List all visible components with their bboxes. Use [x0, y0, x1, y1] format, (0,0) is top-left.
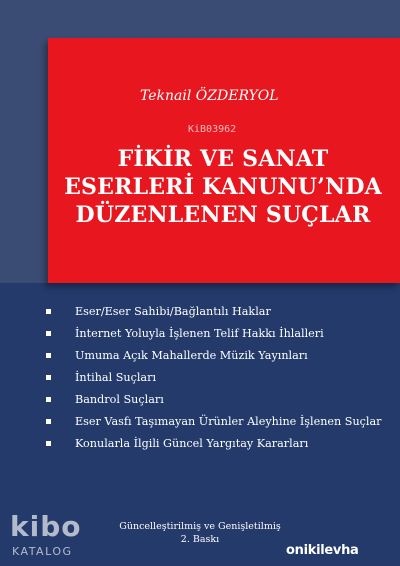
list-item	[46, 388, 386, 410]
topic-label: Bandrol Suçları	[75, 392, 164, 406]
kibo-logo: kibo	[10, 510, 82, 543]
topic-label: Eser/Eser Sahibi/Bağlantılı Haklar	[75, 304, 271, 318]
bullet-icon	[46, 419, 51, 424]
publisher-logo: onikilevha	[286, 543, 359, 558]
list-item	[46, 432, 386, 454]
topic-label: İnternet Yoluyla İşlenen Telif Hakkı İhlalleri	[75, 326, 324, 340]
kibo-logo-subtitle: KATALOG	[12, 545, 73, 558]
edition-number: 2. Baskı	[180, 534, 220, 545]
list-item	[46, 344, 386, 366]
bullet-icon	[46, 397, 51, 402]
bullet-icon	[46, 309, 51, 314]
list-item	[46, 300, 386, 322]
topic-list	[46, 300, 386, 454]
bullet-icon	[46, 375, 51, 380]
author-name: Teknail ÖZDERYOL	[140, 88, 279, 104]
topic-label: Eser Vasfı Taşımayan Ürünler Aleyhine İşlenen Suçlar	[75, 414, 382, 428]
watermark-id: KiB03962	[188, 124, 237, 135]
bullet-icon	[46, 441, 51, 446]
list-item	[46, 322, 386, 344]
edition-note: Güncelleştirilmiş ve Genişletilmiş	[119, 521, 281, 532]
bullet-icon	[46, 331, 51, 336]
book-title	[64, 145, 382, 229]
topic-label: Umuma Açık Mahallerde Müzik Yayınları	[75, 348, 308, 362]
edition-info	[100, 520, 300, 546]
topic-label: İntihal Suçları	[75, 370, 157, 384]
topic-label: Konularla İlgili Güncel Yargıtay Kararları	[75, 436, 309, 450]
title-line: FİKİR VE SANAT	[117, 146, 329, 172]
bullet-icon	[46, 353, 51, 358]
list-item	[46, 366, 386, 388]
list-item	[46, 410, 386, 432]
title-line: DÜZENLENEN SUÇLAR	[75, 202, 371, 228]
title-line: ESERLERİ KANUNU’NDA	[64, 174, 382, 200]
